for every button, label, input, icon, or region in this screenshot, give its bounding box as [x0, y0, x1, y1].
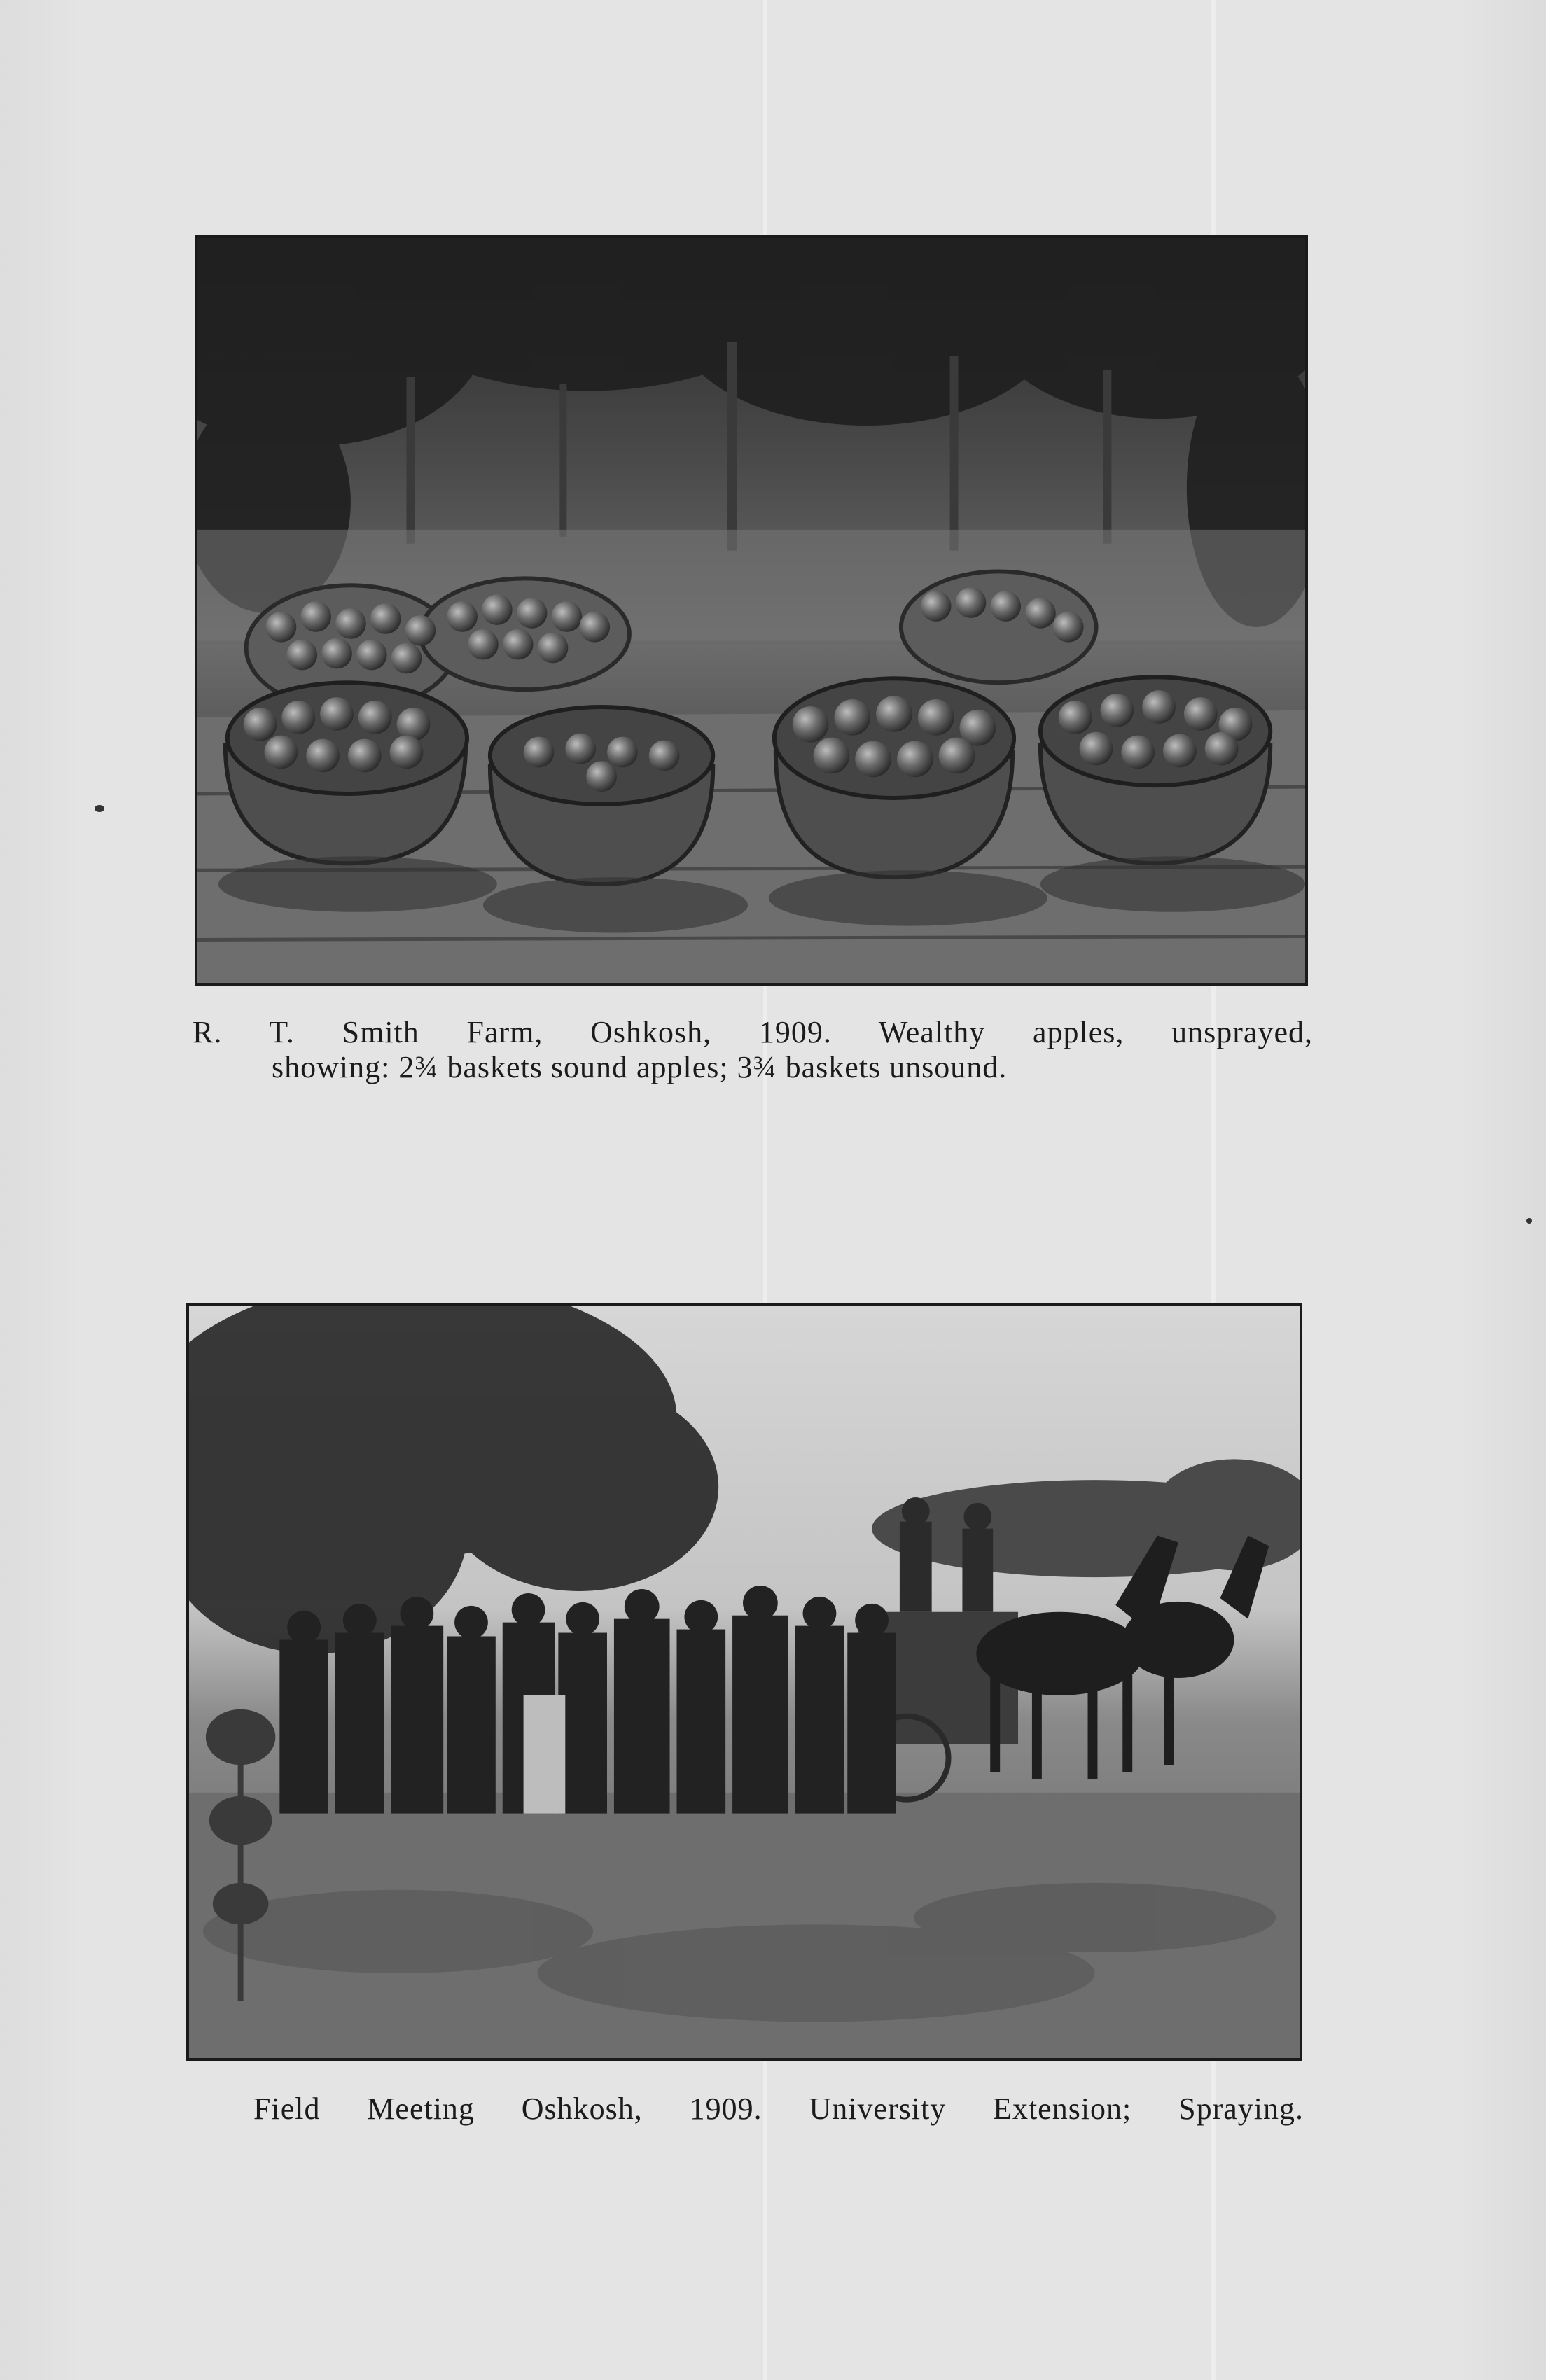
field-meeting-caption: Field Meeting Oshkosh, 1909. University Extension; Spraying. [253, 2092, 1304, 2126]
page-speck [95, 805, 104, 812]
page-speck [1526, 1218, 1532, 1224]
field-meeting-image [189, 1306, 1300, 2058]
apple-photo-caption-line-2: showing: 2¾ baskets sound apples; 3¾ baskets unsound. [272, 1050, 1008, 1084]
field-meeting-photo [186, 1303, 1302, 2061]
apple-baskets-photo [195, 235, 1308, 986]
apple-baskets-image [197, 238, 1305, 983]
apple-photo-caption-line-1: R. T. Smith Farm, Oshkosh, 1909. Wealthy apples, unsprayed, [193, 1015, 1313, 1049]
